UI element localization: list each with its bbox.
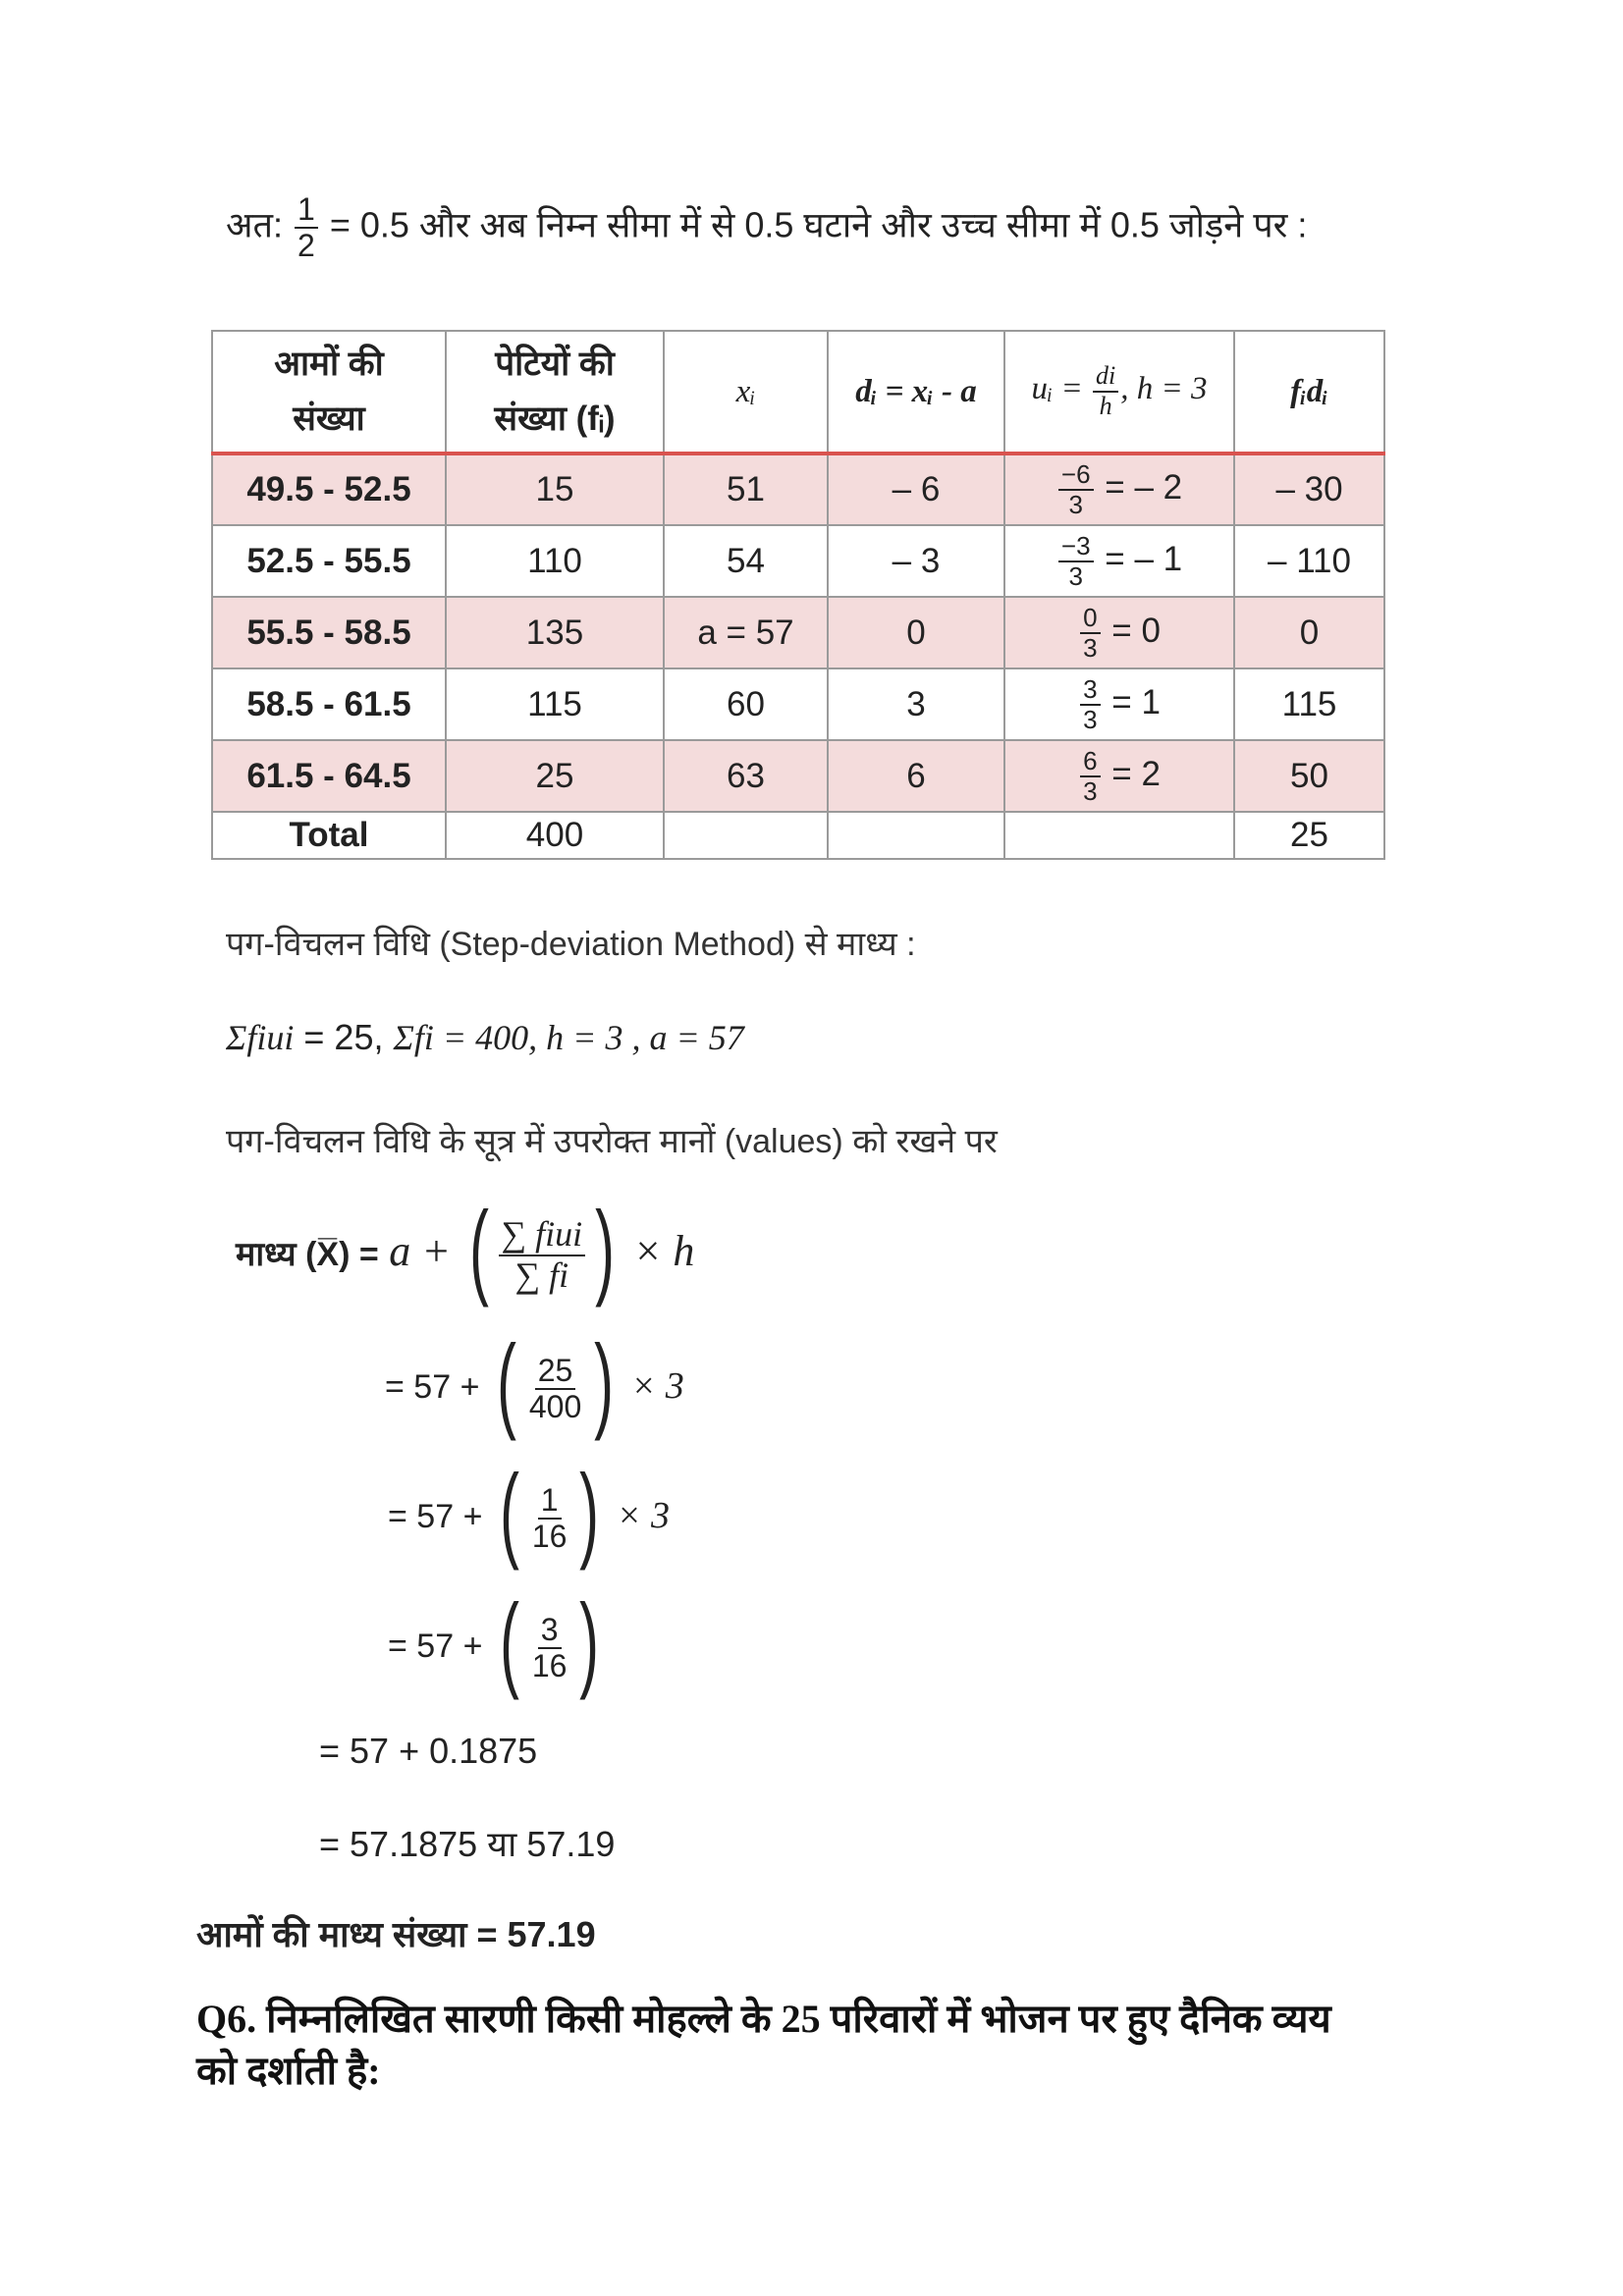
cell-u-num: −3: [1058, 532, 1094, 562]
given-sum-fiui-value: = 25,: [294, 1017, 394, 1057]
cell-d: 3: [828, 668, 1004, 740]
step-1-num: 25: [535, 1354, 576, 1390]
cell-f: 15: [446, 454, 664, 525]
cell-x: 63: [664, 740, 828, 812]
cell-u-value: = 0: [1111, 611, 1161, 650]
right-paren: ): [579, 1581, 600, 1700]
cell-f: 25: [446, 740, 664, 812]
table-row: [212, 597, 1384, 668]
cell-u-fraction: [1080, 604, 1100, 662]
cell-u-den: 3: [1083, 704, 1098, 734]
cell-fd: 0: [1234, 597, 1384, 668]
step-3-fraction: [529, 1613, 570, 1683]
step-2-fraction: [529, 1483, 570, 1554]
table-row: [212, 668, 1384, 740]
step-2-paren-group: [492, 1452, 608, 1571]
intro-fraction: [295, 192, 318, 263]
step-3-num: 3: [538, 1613, 562, 1649]
cell-range: 55.5 - 58.5: [212, 597, 446, 668]
question-q6: [196, 1993, 1473, 2097]
step-5: = 57.1875 या 57.19: [319, 1824, 616, 1864]
cell-u-den: 3: [1083, 632, 1098, 663]
cell-f: 135: [446, 597, 664, 668]
header-di: dᵢ = xᵢ - a: [828, 331, 1004, 454]
step-1-fraction: [526, 1354, 584, 1424]
cell-range: 52.5 - 55.5: [212, 525, 446, 597]
given-other-values: Σfi = 400, h = 3 , a = 57: [393, 1018, 744, 1057]
intro-prefix: अत:: [226, 204, 284, 245]
cell-x: a = 57: [664, 597, 828, 668]
cell-d: – 3: [828, 525, 1004, 597]
cell-fd: 115: [1234, 668, 1384, 740]
frequency-table: [211, 330, 1385, 860]
step-2-suffix: × 3: [616, 1494, 671, 1536]
given-line: [226, 1017, 744, 1058]
result-line: आमों की माध्य संख्या = 57.19: [196, 1914, 596, 1954]
step-3: [388, 1581, 607, 1700]
cell-u-value: = – 1: [1105, 539, 1183, 578]
step-4: = 57 + 0.1875: [319, 1731, 538, 1771]
cell-d: 6: [828, 740, 1004, 812]
formula-paren-group: [461, 1189, 623, 1308]
step-3-prefix: = 57 +: [388, 1627, 483, 1665]
right-paren: ): [594, 1322, 615, 1441]
table-row: [212, 525, 1384, 597]
cell-u-den: 3: [1068, 490, 1083, 519]
cell-f: 110: [446, 525, 664, 597]
cell-fd: 50: [1234, 740, 1384, 812]
total-label: Total: [212, 812, 446, 859]
formula-times-h: × h: [632, 1227, 695, 1276]
question-line-2: को दर्शाती है:: [196, 2049, 381, 2093]
cell-u-den: 3: [1068, 561, 1083, 591]
formula-a: a +: [389, 1227, 451, 1276]
header-ui-suffix: , h = 3: [1120, 371, 1208, 407]
header-xi: xᵢ: [664, 331, 828, 454]
step-1-paren-group: [489, 1322, 622, 1441]
total-empty-d: [828, 812, 1004, 859]
cell-u: [1004, 597, 1234, 668]
header-col1-line1: आमों की: [274, 345, 384, 383]
header-mango-count: [212, 331, 446, 454]
formula-label: माध्य (X̅) =: [236, 1236, 379, 1274]
step-3-paren-group: [492, 1581, 608, 1700]
mean-formula: [236, 1189, 695, 1308]
given-sum-fiui: Σfiui: [226, 1018, 295, 1057]
header-fidi: fᵢdᵢ: [1234, 331, 1384, 454]
step-2-den: 16: [531, 1519, 568, 1554]
header-ui: [1004, 331, 1234, 454]
cell-u-value: = – 2: [1105, 468, 1183, 507]
table-row: [212, 740, 1384, 812]
table-header-row: [212, 331, 1384, 454]
header-col1-line2: संख्या: [293, 400, 365, 438]
substitute-line: पग-विचलन विधि के सूत्र में उपरोक्त मानों (values) को रखने पर: [226, 1123, 998, 1160]
header-ui-den: h: [1099, 392, 1112, 420]
left-paren: (: [499, 1581, 519, 1700]
cell-u-fraction: [1080, 747, 1100, 805]
cell-u-num: 6: [1080, 747, 1100, 777]
cell-range: 61.5 - 64.5: [212, 740, 446, 812]
step-1: [385, 1322, 684, 1441]
step-1-den: 400: [528, 1389, 582, 1424]
cell-u-value: = 2: [1111, 754, 1161, 793]
right-paren: ): [579, 1452, 600, 1571]
cell-u-value: = 1: [1111, 682, 1161, 721]
step-2: [388, 1452, 671, 1571]
cell-u-num: −6: [1058, 460, 1094, 491]
cell-fd: – 30: [1234, 454, 1384, 525]
table-row: [212, 454, 1384, 525]
step-2-num: 1: [538, 1483, 562, 1520]
question-line-1: Q6. निम्नलिखित सारणी किसी मोहल्ले के 25 परिवारों में भोजन पर हुए दैनिक व्यय: [196, 1997, 1331, 2041]
total-f: 400: [446, 812, 664, 859]
intro-suffix: = 0.5 और अब निम्न सीमा में से 0.5 घटाने और उच्च सीमा में 0.5 जोड़ने पर :: [329, 204, 1308, 245]
cell-u-fraction: [1058, 532, 1094, 590]
total-fd: 25: [1234, 812, 1384, 859]
header-box-count: [446, 331, 664, 454]
formula-fraction: [499, 1215, 586, 1295]
cell-x: 54: [664, 525, 828, 597]
cell-x: 60: [664, 668, 828, 740]
cell-u-fraction: [1080, 675, 1100, 733]
cell-u-num: 0: [1080, 604, 1100, 634]
left-paren: (: [468, 1189, 489, 1308]
cell-u: [1004, 454, 1234, 525]
cell-d: – 6: [828, 454, 1004, 525]
header-ui-num: di: [1093, 362, 1118, 393]
intro-line: [226, 192, 1307, 263]
cell-u-num: 3: [1080, 675, 1100, 706]
cell-f: 115: [446, 668, 664, 740]
formula-num: ∑ fiui: [499, 1215, 586, 1256]
intro-frac-den: 2: [298, 228, 315, 264]
total-empty-x: [664, 812, 828, 859]
cell-range: 58.5 - 61.5: [212, 668, 446, 740]
total-empty-u: [1004, 812, 1234, 859]
cell-range: 49.5 - 52.5: [212, 454, 446, 525]
formula-den: ∑ fi: [514, 1255, 569, 1295]
left-paren: (: [499, 1452, 519, 1571]
right-paren: ): [595, 1189, 616, 1308]
left-paren: (: [496, 1322, 516, 1441]
step-3-den: 16: [531, 1648, 568, 1683]
table-total-row: [212, 812, 1384, 859]
intro-frac-num: 1: [295, 192, 318, 229]
cell-fd: – 110: [1234, 525, 1384, 597]
cell-x: 51: [664, 454, 828, 525]
cell-u: [1004, 525, 1234, 597]
cell-u-den: 3: [1083, 775, 1098, 806]
cell-u-fraction: [1058, 460, 1094, 518]
header-col2-line1: पेटियों की: [495, 345, 615, 383]
method-line: पग-विचलन विधि (Step-deviation Method) से माध्य :: [226, 926, 916, 963]
step-1-prefix: = 57 +: [385, 1367, 480, 1406]
step-1-suffix: × 3: [630, 1364, 684, 1407]
cell-d: 0: [828, 597, 1004, 668]
header-ui-fraction: [1093, 362, 1118, 420]
cell-u: [1004, 740, 1234, 812]
header-ui-prefix: uᵢ =: [1031, 371, 1083, 407]
header-col2-line2: संख्या (fᵢ): [494, 400, 616, 438]
step-2-prefix: = 57 +: [388, 1497, 483, 1535]
cell-u: [1004, 668, 1234, 740]
